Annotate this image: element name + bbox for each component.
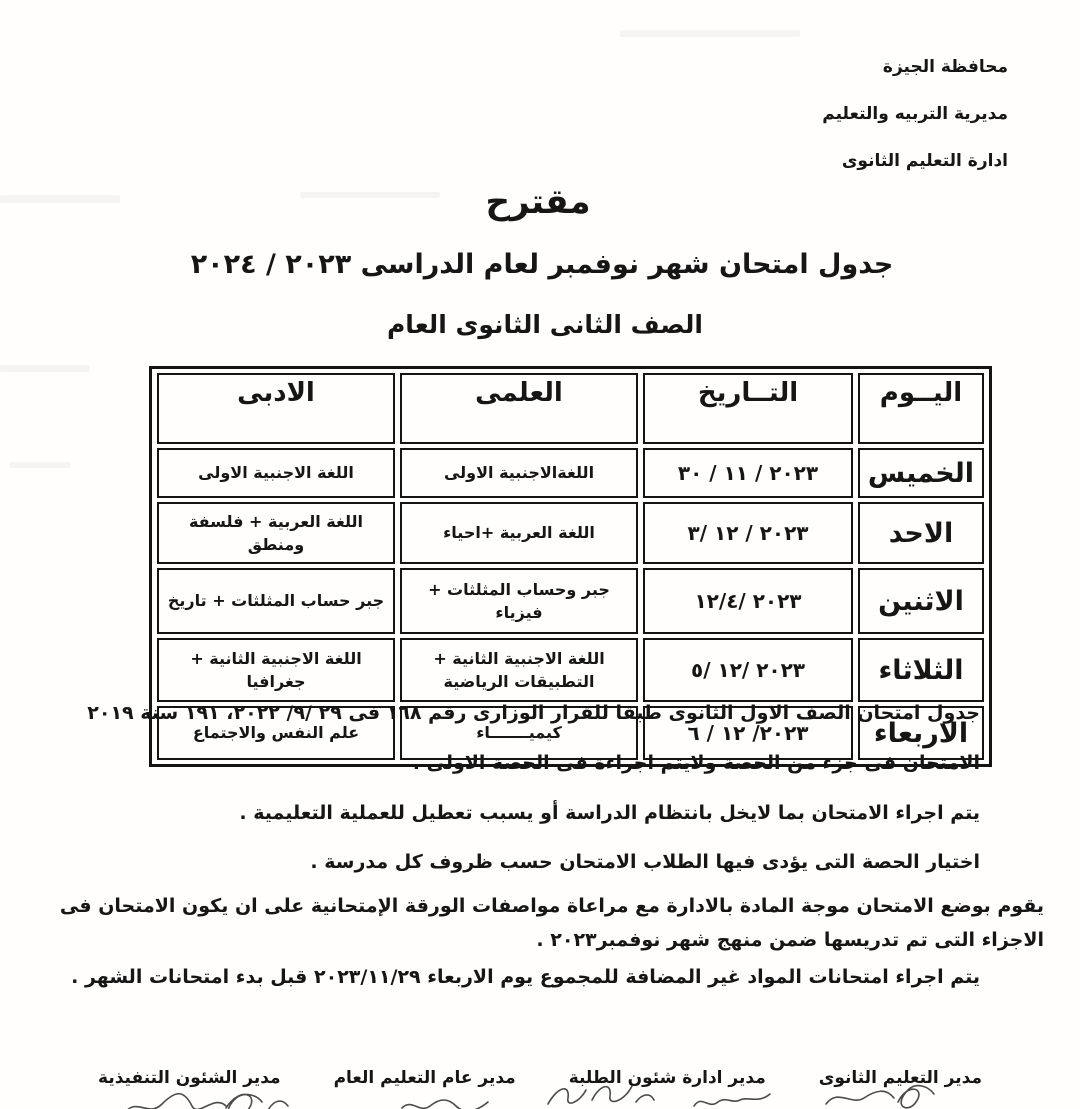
table-row bbox=[157, 638, 984, 702]
letterhead bbox=[822, 57, 1008, 198]
document-title: جدول امتحان شهر نوفمبر لعام الدراسى ٢٠٢٣ / ٢٠٢٤ bbox=[190, 249, 894, 280]
date-cell bbox=[643, 448, 853, 498]
col-header-scientific: العلمى bbox=[400, 373, 638, 444]
literary-subject-cell: علم النفس والاجتماع bbox=[157, 706, 395, 760]
letterhead-governorate: محافظة الجيزة bbox=[882, 57, 1008, 77]
literary-subject-cell: اللغة الاجنبية الاولى bbox=[157, 448, 395, 498]
proposal-label: مقترح bbox=[485, 182, 591, 222]
note-decree-reference: جدول امتحان الصف الاول الثانوى طبقا للقرار الوزارى رقم ١٦٨ فى ٢٩ /٩/ ٢٠٢٢، ١٩١ سنة ٢٠١٩ bbox=[87, 702, 980, 724]
signature-scribble bbox=[398, 1096, 493, 1109]
day-cell: الاثنين bbox=[858, 568, 984, 634]
note-session-choice: اختيار الحصة التى يؤدى فيها الطلاب الامتحان حسب ظروف كل مدرسة . bbox=[310, 851, 980, 873]
col-header-day: اليــوم bbox=[858, 373, 984, 444]
literary-subject-cell: اللغة العربية + فلسفة ومنطق bbox=[157, 502, 395, 564]
note-exam-specifications: يقوم بوضع الامتحان موجة المادة بالادارة مع مراعاة مواصفات الورقة الإمتحانية على ان يكون الامتحان فى الاجزاء التى تم تدريسها ضمن منهج شهر نوفمبر٢٠٢٣ . bbox=[59, 895, 1044, 952]
grade-subtitle: الصف الثانى الثانوى العام bbox=[386, 310, 703, 339]
literary-subject-cell: جبر حساب المثلثات + تاريخ bbox=[157, 568, 395, 634]
letterhead-administration: ادارة التعليم الثانوى bbox=[841, 151, 1008, 171]
day-cell: الخميس bbox=[858, 448, 984, 498]
note-non-added-subjects: يتم اجراء امتحانات المواد غير المضافة للمجموع يوم الاربعاء ٢٠٢٣/١١/٢٩ قبل بدء امتحانات الشهر . bbox=[71, 966, 980, 988]
signature-roles-row bbox=[98, 1068, 982, 1088]
role-student-affairs-director: مدير ادارة شئون الطلبة bbox=[568, 1068, 766, 1088]
date-cell bbox=[643, 502, 853, 564]
col-header-literary: الادبى bbox=[157, 373, 395, 444]
date-cell bbox=[643, 568, 853, 634]
day-cell: الثلاثاء bbox=[858, 638, 984, 702]
date-value: ٢٠٢٣ / ١٢ /٣ bbox=[687, 521, 809, 545]
scientific-subject-cell: جبر وحساب المثلثات + فيزياء bbox=[400, 568, 638, 634]
note-exam-session: الامتحان فى جزء من الحصة ولايتم اجراءة فى الحصة الاولى . bbox=[412, 752, 980, 774]
day-cell: الاحد bbox=[858, 502, 984, 564]
table-row bbox=[157, 502, 984, 564]
role-general-education-director: مدير عام التعليم العام bbox=[333, 1068, 516, 1088]
table-row bbox=[157, 568, 984, 634]
scientific-subject-cell: كيميـــــــاء bbox=[400, 706, 638, 760]
table-header-row bbox=[157, 373, 984, 444]
scientific-subject-cell: اللغة العربية +احياء bbox=[400, 502, 638, 564]
day-cell: الاربعاء bbox=[858, 706, 984, 760]
role-executive-affairs-director: مدير الشئون التنفيذية bbox=[98, 1068, 281, 1088]
table-row bbox=[157, 448, 984, 498]
letterhead-directorate: مديرية التربيه والتعليم bbox=[822, 104, 1008, 124]
signature-scribble bbox=[688, 1092, 778, 1109]
scientific-subject-cell: اللغة الاجنبية الثانية + التطبيقات الرياضية bbox=[400, 638, 638, 702]
date-value: ٢٠٢٣/ ١٢ / ٦ bbox=[687, 721, 809, 745]
scan-smudge bbox=[620, 30, 800, 37]
scan-smudge bbox=[10, 462, 70, 468]
scan-smudge bbox=[0, 365, 90, 372]
col-header-date: التــاريخ bbox=[643, 373, 853, 444]
scientific-subject-cell: اللغةالاجنبية الاولى bbox=[400, 448, 638, 498]
note-no-disruption: يتم اجراء الامتحان بما لايخل بانتظام الدراسة أو يسبب تعطيل للعملية التعليمية . bbox=[239, 802, 980, 824]
role-secondary-education-director: مدير التعليم الثانوى bbox=[818, 1068, 982, 1088]
literary-subject-cell: اللغة الاجنبية الثانية + جغرافيا bbox=[157, 638, 395, 702]
date-value: ٢٠٢٣ /١٢ /٥ bbox=[690, 658, 806, 682]
date-value: ٢٠٢٣ / ١١ / ٣٠ bbox=[677, 461, 819, 485]
date-cell bbox=[643, 638, 853, 702]
date-value: ٢٠٢٣ /١٢/٤ bbox=[694, 589, 802, 613]
